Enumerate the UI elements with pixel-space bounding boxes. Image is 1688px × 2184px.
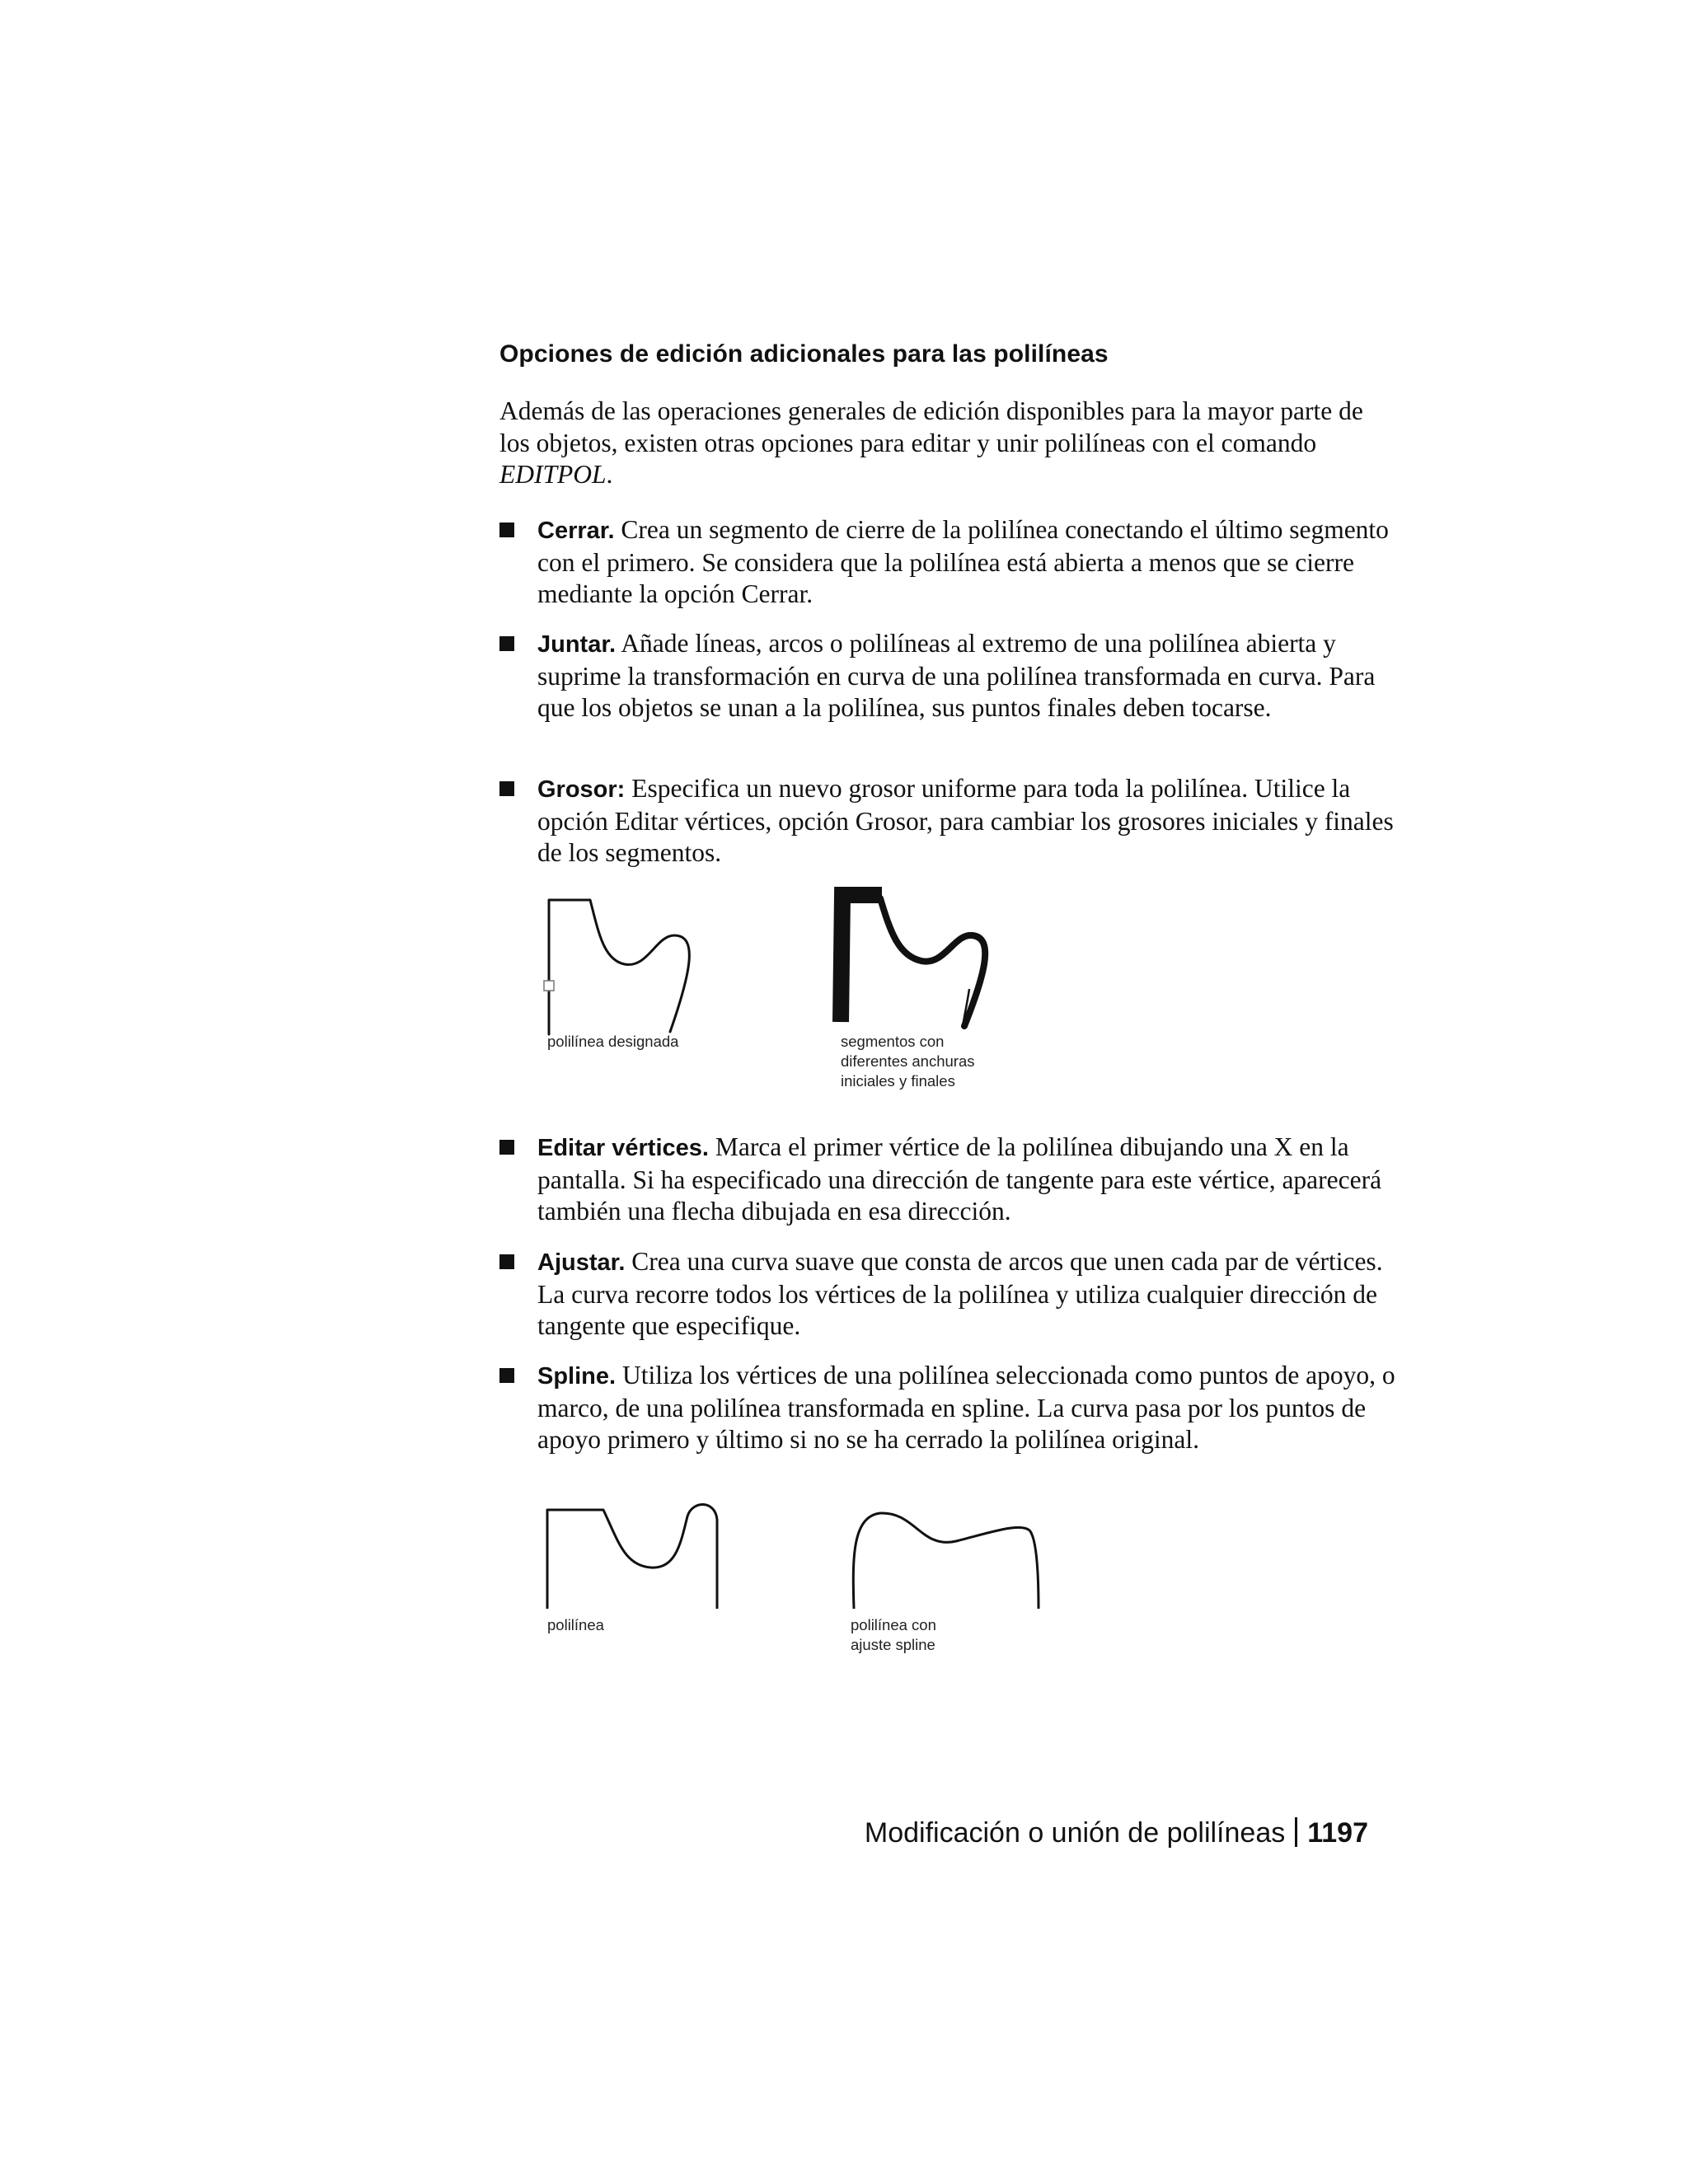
caption-designated: polilínea designada [547,1033,679,1050]
caption-spline-fit: polilínea con ajuste spline [851,1616,936,1653]
page-footer [857,1813,1368,1853]
option-text [537,1360,1400,1456]
intro-end: . [606,460,613,489]
option-editar-vertices [499,1132,1406,1228]
option-spline [499,1360,1406,1456]
option-description: Añade líneas, arcos o polilíneas al extremo de una polilínea abierta y suprime la transformación en curva de una polilínea transformada en curva. Para que los objetos se unan a la polilínea, sus puntos finales deben tocarse. [537,629,1376,722]
intro-paragraph [499,396,1390,491]
option-description: Marca el primer vértice de la polilínea dibujando una X en la pantalla. Si ha especificado una dirección de tangente para este vértice, aparecerá también una flecha dibujada en esa dirección. [537,1132,1382,1226]
option-term: Editar vértices. [537,1135,709,1161]
option-description: Utiliza los vértices de una polilínea seleccionada como puntos de apoyo, o marco, de una polilínea transformada en spline. La curva pasa por los puntos de apoyo primero y último si no se ha cerrado la polilínea original. [537,1361,1395,1454]
option-text [537,773,1400,869]
bullet-square-icon [499,523,514,537]
bullet-square-icon [499,1254,514,1269]
option-description: Crea un segmento de cierre de la polilínea conectando el último segmento con el primero. Se considera que la polilínea está abierta a menos que se cierre mediante la opción Cerrar. [537,515,1389,608]
option-text [537,1246,1400,1343]
option-grosor [499,773,1406,869]
option-text [537,514,1400,611]
option-ajustar [499,1246,1406,1343]
width-figure [528,890,1022,1104]
option-cerrar [499,514,1406,611]
option-juntar [499,628,1406,724]
caption-polyline: polilínea [547,1616,604,1633]
option-text [537,628,1400,724]
page-number: 1197 [1307,1817,1368,1849]
option-term: Juntar. [537,631,617,658]
bullet-square-icon [499,636,514,651]
footer-divider [1295,1817,1297,1847]
option-term: Ajustar. [537,1249,626,1276]
spline-fit-drawing [528,1500,1071,1665]
bullet-square-icon [499,1368,514,1383]
option-term: Grosor: [537,776,626,803]
bullet-square-icon [499,1140,514,1155]
footer-section-title: Modificación o unión de polilíneas [864,1817,1286,1849]
bullet-square-icon [499,781,514,796]
option-description: Crea una curva suave que consta de arcos que unen cada par de vértices. La curva recorre todos los vértices de la polilínea y utiliza cualquier dirección de tangente que especifique. [537,1247,1383,1340]
command-name: EDITPOL [499,460,607,489]
intro-text: Además de las operaciones generales de edición disponibles para la mayor parte de los objetos, existen otras opciones para editar y unir polilíneas con el comando [499,396,1363,457]
section-heading: Opciones de edición adicionales para las polilíneas [499,340,1109,368]
option-term: Spline. [537,1363,617,1390]
spline-figure [528,1500,1071,1665]
option-text [537,1132,1400,1228]
option-term: Cerrar. [537,518,615,544]
option-description: Especifica un nuevo grosor uniforme para toda la polilínea. Utilice la opción Editar vértices, opción Grosor, para cambiar los grosores iniciales y finales de los segmentos. [537,774,1394,867]
caption-varying-width: segmentos con diferentes anchuras iniciales y finales [841,1033,975,1090]
